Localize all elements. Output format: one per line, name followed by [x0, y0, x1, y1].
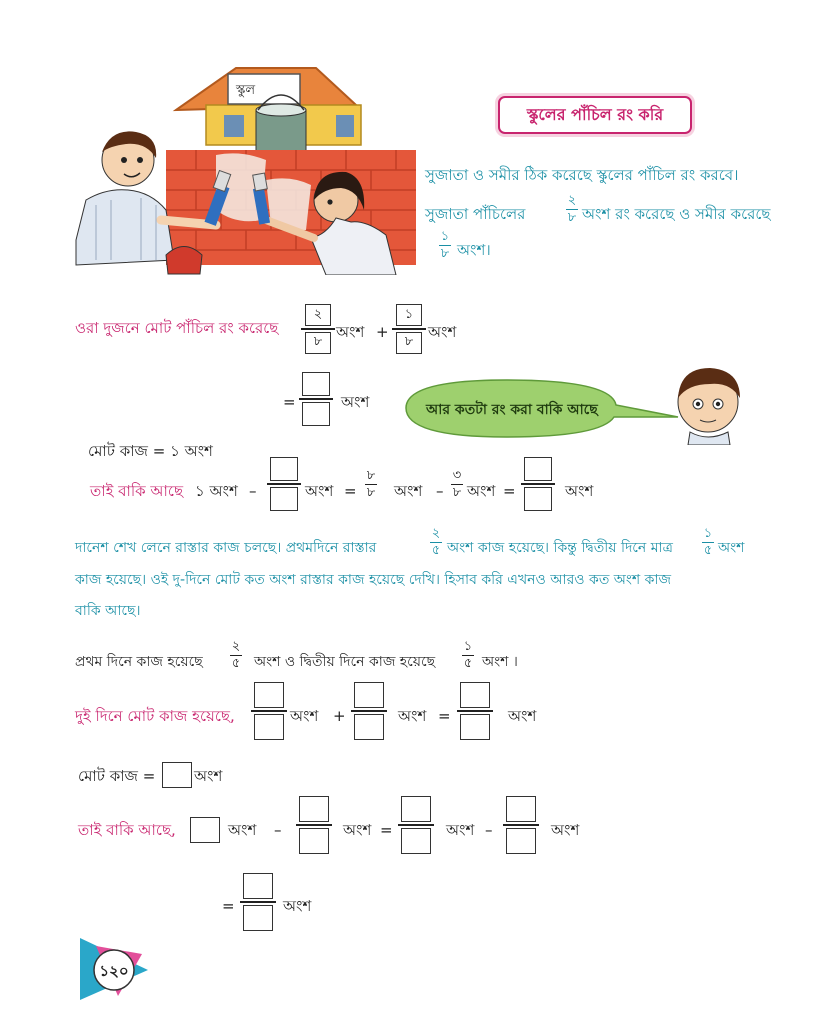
remain2-whole-box [190, 817, 220, 843]
sign-text: স্কুল [236, 83, 256, 98]
numerator-box [401, 796, 431, 822]
denominator-box [270, 487, 298, 511]
plus-sign: + [376, 323, 389, 341]
fraction-denominator: ৮ [452, 485, 462, 500]
fraction-numerator: ৮ [366, 468, 376, 483]
days-fraction-2-5 [230, 640, 242, 671]
fraction-numerator: ২ [567, 193, 577, 208]
numerator-box [354, 682, 384, 708]
plus-sign: + [333, 707, 346, 725]
equals-sign: = [438, 707, 451, 725]
final-result-fraction [240, 873, 276, 931]
total2-blank-box [162, 762, 192, 788]
denominator-box [506, 828, 536, 854]
speech-bubble-text: আর কতটা রং করা বাকি আছে [426, 402, 598, 418]
road-line-1a: দানেশ শেখ লেনে রাস্তার কাজ চলছে। প্রথমদিনে রাস্তার [75, 540, 377, 556]
unit-label: অংশ [428, 323, 457, 341]
remain2-label: তাই বাকি আছে, [78, 821, 176, 839]
intro-fraction-2-8 [566, 194, 578, 225]
days-line-a: প্রথম দিনে কাজ হয়েছে [75, 654, 203, 670]
minus-sign: – [436, 482, 444, 500]
unit-label: অংশ [228, 821, 257, 839]
numerator-box [460, 682, 490, 708]
unit-label: অংশ [394, 482, 423, 500]
sum2-fraction-a [251, 682, 287, 740]
numerator-box: ২ [305, 304, 331, 326]
days-line-b: অংশ ও দ্বিতীয় দিনে কাজ হয়েছে [254, 654, 436, 670]
road-line-1c: অংশ [718, 540, 745, 556]
road-fraction-2-5 [430, 527, 442, 558]
numerator-box [302, 372, 330, 396]
numerator-box [254, 682, 284, 708]
equals-sign: = [283, 393, 296, 411]
numerator-box [506, 796, 536, 822]
fraction-denominator: ৮ [440, 246, 450, 261]
denominator-box [243, 905, 273, 931]
page-title-text: স্কুলের পাঁচিল রং করি [526, 104, 664, 124]
remain1-label: তাই বাকি আছে [90, 482, 184, 500]
total-work-1: মোট কাজ = ১ অংশ [88, 442, 213, 460]
intro-fraction-1-8 [439, 230, 451, 261]
denominator-box [460, 714, 490, 740]
numerator-box: ১ [396, 304, 422, 326]
road-line-3: বাকি আছে। [75, 603, 141, 619]
denominator-box [524, 487, 552, 511]
unit-label: অংশ [283, 897, 312, 915]
intro-line-2b: অংশ রং করেছে ও সমীর করেছে [582, 205, 771, 223]
intro-line-3: অংশ। [457, 241, 491, 259]
unit-label: অংশ [290, 707, 319, 725]
minus-sign: – [485, 821, 493, 839]
fraction-numerator: ১ [703, 526, 713, 541]
fraction-8-8 [365, 469, 377, 500]
road-fraction-1-5 [702, 527, 714, 558]
road-line-2: কাজ হয়েছে। ওই দু-দিনে মোট কত অংশ রাস্তার কাজ হয়েছে দেখি। হিসাব করি এখনও আরও কত অংশ কাজ [75, 572, 672, 588]
sum1-result-fraction [299, 372, 333, 426]
unit-label: অংশ [446, 821, 475, 839]
sum2-fraction-b [351, 682, 387, 740]
numerator-box [270, 457, 298, 481]
denominator-box [302, 402, 330, 426]
unit-label: অংশ [565, 482, 594, 500]
equals-sign: = [503, 482, 516, 500]
fraction-denominator: ৮ [567, 210, 577, 225]
unit-label: অংশ [343, 821, 372, 839]
sum1-fraction-b [392, 304, 426, 354]
equals-sign: = [222, 897, 235, 915]
unit-label: অংশ [341, 393, 370, 411]
total2-label: মোট কাজ = [78, 767, 156, 785]
days-line-c: অংশ । [482, 654, 518, 670]
denominator-box [354, 714, 384, 740]
sum2-result-fraction [457, 682, 493, 740]
denominator-box [254, 714, 284, 740]
remain2-fraction-b [398, 796, 434, 854]
remain1-blank-fraction [267, 457, 301, 511]
fraction-numerator: ২ [431, 526, 441, 541]
fraction-3-8 [451, 469, 463, 500]
equals-sign: = [380, 821, 393, 839]
sum1-fraction-a [301, 304, 335, 354]
numerator-box [299, 796, 329, 822]
page-number: ১২০ [99, 962, 129, 980]
remain2-fraction-c [503, 796, 539, 854]
numerator-box [243, 873, 273, 899]
boy-face-illustration [668, 360, 748, 445]
intro-line-1: সুজাতা ও সমীর ঠিক করেছে স্কুলের পাঁচিল রং করবে। [425, 166, 739, 184]
sum1-label: ওরা দুজনে মোট পাঁচিল রং করেছে [75, 319, 279, 337]
unit-label: অংশ [194, 767, 223, 785]
one-part: ১ অংশ [195, 482, 238, 500]
fraction-numerator: ১ [463, 639, 473, 654]
days-fraction-1-5 [462, 640, 474, 671]
unit-label: অংশ [336, 323, 365, 341]
unit-label: অংশ [398, 707, 427, 725]
fraction-denominator: ৫ [431, 543, 441, 558]
denominator-box [299, 828, 329, 854]
fraction-denominator: ৫ [463, 656, 473, 671]
equals-sign: = [344, 482, 357, 500]
fraction-numerator: ৩ [452, 468, 462, 483]
unit-label: অংশ [508, 707, 537, 725]
denominator-box [401, 828, 431, 854]
remain1-result-fraction [521, 457, 555, 511]
unit-label: অংশ [551, 821, 580, 839]
road-line-1b: অংশ কাজ হয়েছে। কিন্তু দ্বিতীয় দিনে মাত্র [447, 540, 673, 556]
intro-line-2a: সুজাতা পাঁচিলের [425, 205, 526, 223]
page-title [498, 96, 692, 134]
fraction-denominator: ৫ [231, 656, 241, 671]
unit-label: অংশ [467, 482, 496, 500]
denominator-box: ৮ [396, 332, 422, 354]
denominator-box: ৮ [305, 332, 331, 354]
numerator-box [524, 457, 552, 481]
fraction-numerator: ১ [440, 229, 450, 244]
sum2-label: দুই দিনে মোট কাজ হয়েছে, [75, 707, 235, 725]
minus-sign: – [274, 821, 282, 839]
remain2-fraction-a [296, 796, 332, 854]
minus-sign: – [249, 482, 257, 500]
fraction-denominator: ৮ [366, 485, 376, 500]
fraction-numerator: ২ [231, 639, 241, 654]
unit-label: অংশ [305, 482, 334, 500]
fraction-denominator: ৫ [703, 543, 713, 558]
